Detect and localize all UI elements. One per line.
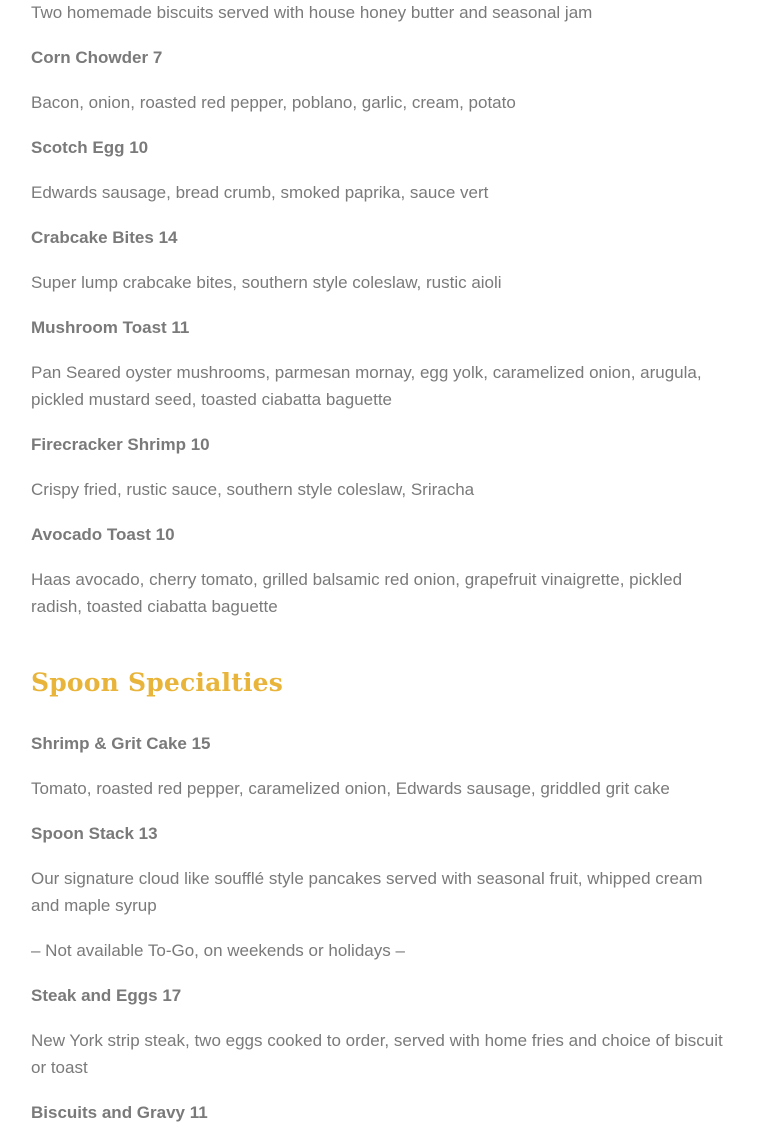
menu-item-description: Our signature cloud like soufflé style pancakes served with seasonal fruit, whipped cream and maple syrup [31, 869, 703, 915]
menu-item-title: Corn Chowder 7 [31, 48, 163, 67]
menu-item-title: Steak and Eggs 17 [31, 986, 182, 1005]
menu-item-title: Crabcake Bites 14 [31, 228, 178, 247]
menu-item-description: Bacon, onion, roasted red pepper, poblano, garlic, cream, potato [31, 93, 516, 112]
menu-item-title: Firecracker Shrimp 10 [31, 435, 210, 454]
menu-item-description: Super lump crabcake bites, southern style coleslaw, rustic aioli [31, 273, 502, 292]
menu-item-title: Scotch Egg 10 [31, 138, 149, 157]
menu-item-note: – Not available To-Go, on weekends or holidays – [31, 941, 405, 960]
menu-item-title: Avocado Toast 10 [31, 525, 175, 544]
menu-item-title: Mushroom Toast 11 [31, 318, 190, 337]
menu-item-description: Crispy fried, rustic sauce, southern style coleslaw, Sriracha [31, 480, 475, 499]
menu-item-title: Spoon Stack 13 [31, 824, 158, 843]
menu-item-description: Two homemade biscuits served with house honey butter and seasonal jam [31, 3, 593, 22]
menu-item-description: Haas avocado, cherry tomato, grilled balsamic red onion, grapefruit vinaigrette, pickled radish, toasted ciabatta baguette [31, 570, 683, 616]
menu-item-description: Pan Seared oyster mushrooms, parmesan mornay, egg yolk, caramelized onion, arugula, pickled mustard seed, toasted ciabatta baguette [31, 363, 702, 409]
menu-item-title: Shrimp & Grit Cake 15 [31, 734, 211, 753]
menu-item-description: New York strip steak, two eggs cooked to order, served with home fries and choice of biscuit or toast [31, 1031, 723, 1077]
menu-item-title: Biscuits and Gravy 11 [31, 1103, 208, 1122]
section-title: Spoon Specialties [31, 668, 284, 697]
menu-item-description: Tomato, roasted red pepper, caramelized onion, Edwards sausage, griddled grit cake [31, 779, 670, 798]
menu-item-description: Edwards sausage, bread crumb, smoked paprika, sauce vert [31, 183, 489, 202]
